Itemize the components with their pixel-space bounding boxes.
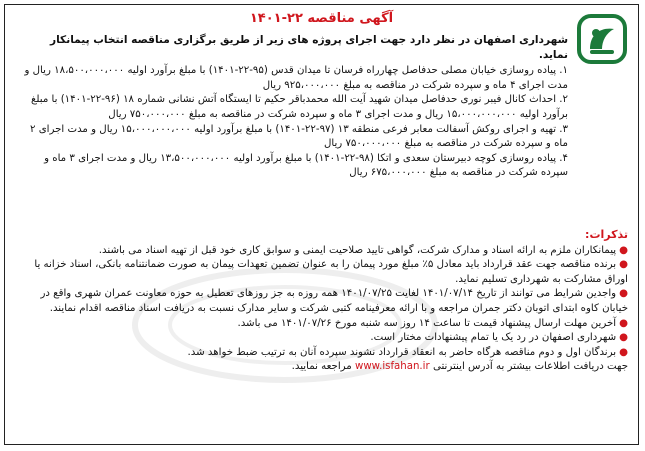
note-text: واجدین شرایط می توانند از تاریخ ۱۴۰۱/۰۷/۱۴ لغایت ۱۴۰۱/۰۷/۲۵ همه روزه به جز روزهای تعطیل به حوزه معاونت عمران شهری واقع در خیابان کاوه ابتدای اتوبان دکتر جمران مراجعه و با ارائه معرفینامه کتبی شرکت و سایر مدارک نسبت به دریافت اسناد مناقصه اقدام نمایند.: [40, 288, 628, 314]
notes-title: تذکرات:: [585, 228, 628, 241]
footer-suffix: مراجعه نمایید.: [291, 361, 352, 373]
note-text: برنده مناقصه جهت عقد قرارداد باید معادل ۵٪ مبلغ مورد پیمان را به عنوان تضمین تعهدات پیمان به صورت ضمانتنامه بانکی، اسناد خزانه یا اوراق مشارکت به شهرداری تسلیم نماید.: [34, 259, 628, 285]
note-text: آخرین مهلت ارسال پیشنهاد قیمت تا ساعت ۱۴ روز سه شنبه مورخ ۱۴۰۱/۰۷/۲۶ می باشد.: [237, 317, 617, 329]
note-item: [19, 317, 628, 332]
bullet-icon: ●: [619, 317, 628, 329]
tender-ad-frame: [4, 4, 639, 445]
note-item: [19, 258, 628, 287]
bullet-icon: ●: [619, 346, 628, 358]
project-item-3: ۳. تهیه و اجرای روکش آسفالت معابر فرعی منطقه ۱۳ (۹۷-۲۲-۱۴۰۱) با مبلغ برآورد اولیه ۱۵،۰۰۰،۰۰۰،۰۰۰ ریال و مدت اجرای ۲ ماه و سپرده شرکت در مناقصه به مبلغ ۷۵۰،۰۰۰،۰۰۰ ریال: [29, 123, 568, 150]
bullet-icon: ●: [619, 244, 628, 256]
note-text: برندگان اول و دوم مناقصه هرگاه حاضر به انعقاد قرارداد نشوند سپرده آنان به ترتیب ضبط خواهد شد.: [187, 346, 617, 358]
bullet-icon: ●: [619, 332, 628, 344]
note-text: شهرداری اصفهان در رد یک یا تمام پیشنهادات مختار است.: [370, 332, 617, 344]
note-item: [19, 287, 628, 316]
bullet-icon: ●: [619, 259, 628, 271]
project-item-1: ۱. پیاده روسازی خیابان مصلی حدفاصل چهارراه فرسان تا میدان قدس (۹۵-۲۲-۱۴۰۱) با مبلغ برآورد اولیه ۱۸،۵۰۰،۰۰۰،۰۰۰ ریال و مدت اجرای ۴ ماه و سپرده شرکت در مناقصه به مبلغ ۹۲۵،۰۰۰،۰۰۰ ریال: [24, 65, 568, 91]
note-item: [19, 244, 628, 259]
note-item: [19, 346, 628, 361]
bullet-icon: ●: [619, 288, 628, 300]
footer-prefix: جهت دریافت اطلاعات بیشتر به آدرس اینترنتی: [432, 361, 628, 373]
notes-section: [19, 228, 628, 375]
website-link[interactable]: www.isfahan.ir: [355, 361, 430, 373]
footer-line: [19, 360, 628, 375]
note-text: پیمانکاران ملزم به ارائه اسناد و مدارک شرکت، گواهی تایید صلاحیت ایمنی و سوابق کاری خود قبل از تهیه اسناد می باشند.: [98, 244, 617, 256]
ad-body: [19, 33, 568, 181]
note-item: [19, 331, 628, 346]
ad-intro: شهرداری اصفهان در نظر دارد جهت اجرای پروژه های زیر از طریق برگزاری مناقصه انتخاب پیمانکار نماید.: [49, 34, 568, 61]
project-item-2: ۲. احداث کانال فیبر نوری حدفاصل میدان شهید آیت الله محمدباقر حکیم تا ایستگاه آتش نشانی شماره ۱۸ (۹۶-۲۲-۱۴۰۱) با مبلغ برآورد اولیه ۱۵،۰۰۰،۰۰۰،۰۰۰ ریال و مدت اجرای ۳ ماه و سپرده شرکت در مناقصه به مبلغ ۷۵۰،۰۰۰،۰۰۰ ریال: [30, 94, 568, 120]
project-item-4: ۴. پیاده روسازی کوچه دبیرستان سعدی و اتکا (۹۸-۲۲-۱۴۰۱) با مبلغ برآورد اولیه ۱۳،۵۰۰،۰۰۰،۰۰۰ ریال و مدت اجرای ۳ ماه و سپرده شرکت در مناقصه به مبلغ ۶۷۵،۰۰۰،۰۰۰ ریال: [44, 152, 568, 179]
ad-title: آگهی مناقصه ۲۲-۱۴۰۱: [249, 11, 394, 26]
